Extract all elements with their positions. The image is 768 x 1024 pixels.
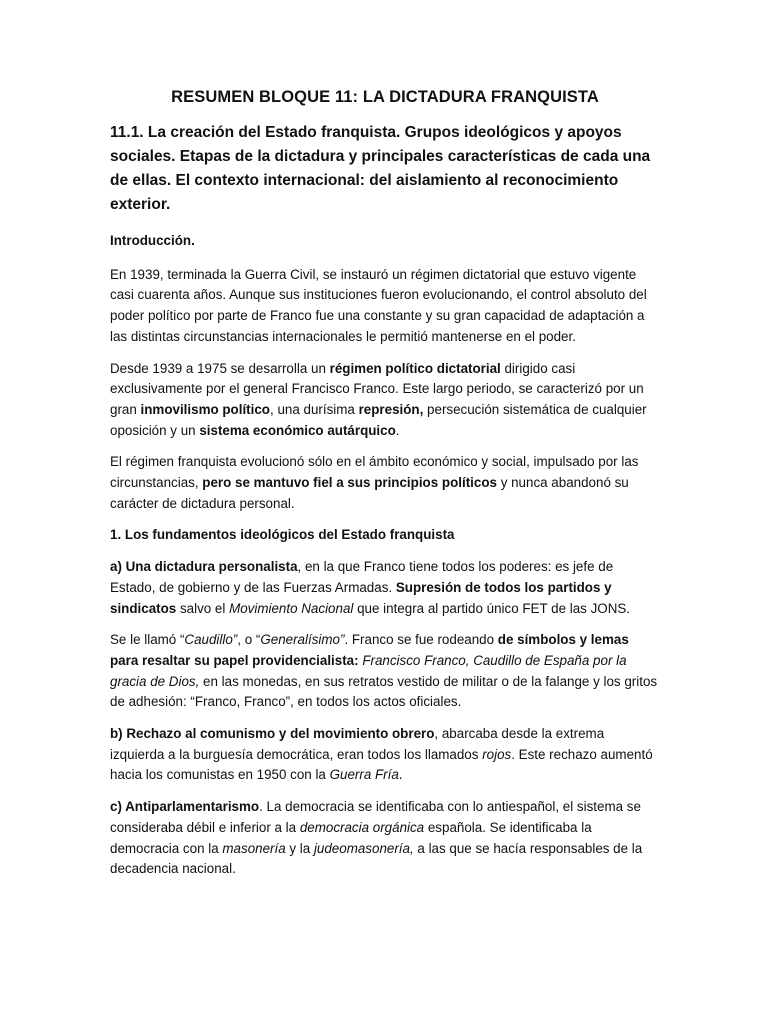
paragraph-intro: En 1939, terminada la Guerra Civil, se instauró un régimen dictatorial que estuvo vigente casi cuarenta años. Aunque sus instituciones fueron evolucionando, el control absoluto del poder político por parte de Franco fue una constante y su gran capacidad de adaptación a las distintas circunstancias internacionales le permitió mantenerse en el poder. <box>110 266 647 344</box>
section-heading: 11.1. La creación del Estado franquista. Grupos ideológicos y apoyos sociales. Etapas de la dictadura y principales características de cada una de ellas. El contexto internacional: del aislamiento al reconocimiento exterior. <box>110 124 651 213</box>
paragraph-a-personalista: a) Una dictadura personalista, en la que Franco tiene todos los poderes: es jefe de Estado, de gobierno y de las Fuerzas Armadas. Supresión de todos los partidos y sindicatos salvo el Movimiento Nacional que integra al partido único FET de las JONS. <box>110 559 631 616</box>
paragraph-caudillo: Se le llamó “Caudillo”, o “Generalísimo”. Franco se fue rodeando de símbolos y lemas para resaltar su papel providencialista: Francisco Franco, Caudillo de España por la gracia de Dios, en las monedas, en sus retratos vestido de militar o de la falange y los gritos de adhesión: “Franco, Franco”, en todos los actos oficiales. <box>110 632 658 710</box>
document-page <box>110 88 660 891</box>
intro-label: Introducción. <box>110 233 195 248</box>
paragraph-b-comunismo: b) Rechazo al comunismo y del movimiento obrero, abarcaba desde la extrema izquierda a la burguesía democrática, eran todos los llamados rojos. Este rechazo aumentó hacia los comunistas en 1950 con la Guerra Fría. <box>110 726 653 783</box>
paragraph-c-antiparlamentarismo: c) Antiparlamentarismo. La democracia se identificaba con lo antiespañol, el sistema se consideraba débil e inferior a la democracia orgánica española. Se identificaba la democracia con la masonería y la judeomasonería, a las que se hacía responsables de la decadencia nacional. <box>110 799 643 877</box>
document-title: RESUMEN BLOQUE 11: LA DICTADURA FRANQUISTA <box>171 88 599 106</box>
paragraph-regime: Desde 1939 a 1975 se desarrolla un régimen político dictatorial dirigido casi exclusivamente por el general Francisco Franco. Este largo periodo, se caracterizó por un gran inmovilismo político, una durísima represión, persecución sistemática de cualquier oposición y un sistema económico autárquico. <box>110 360 647 438</box>
paragraph-evolution: El régimen franquista evolucionó sólo en el ámbito económico y social, impulsado por las circunstancias, pero se mantuvo fiel a sus principios políticos y nunca abandonó su carácter de dictadura personal. <box>110 454 639 511</box>
subheading-fundamentos: 1. Los fundamentos ideológicos del Estado franquista <box>110 527 455 543</box>
